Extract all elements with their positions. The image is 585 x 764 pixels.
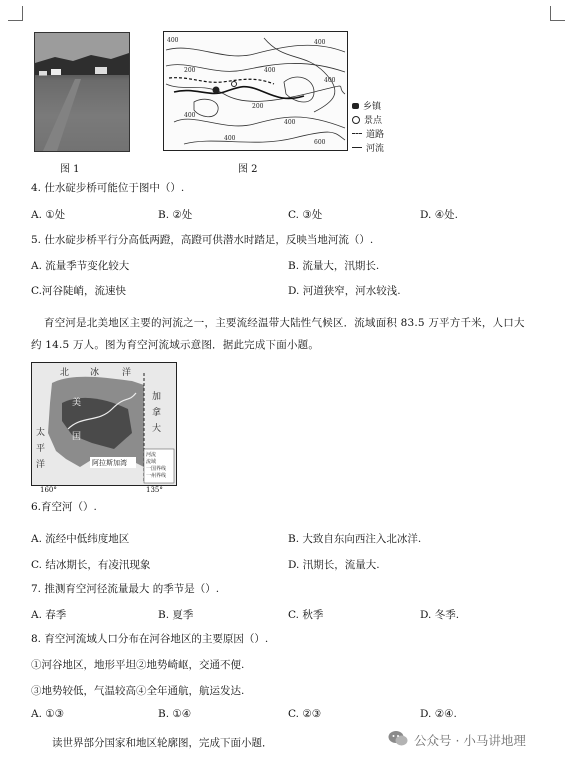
question-6-stem: 6.育空河（）. — [31, 501, 97, 513]
q8-statements-line-2: ③地势较低，气温较高④全年通航，航运发达. — [31, 685, 245, 697]
legend-road: 道路 — [352, 127, 384, 140]
contour-label-5: 400 — [324, 77, 336, 84]
q8-option-c[interactable]: C. ②③ — [288, 708, 322, 720]
yukon-intro-line-1: 育空河是北美地区主要的河流之一，主要流经温带大陆性气候区．流域面积 83.5 万平方千米，人口大 — [44, 317, 525, 329]
question-5-stem: 5. 仕水碇步桥平行分高低两蹬，高蹬可供潜水时踏足，反映当地河流（）. — [31, 234, 374, 246]
map-legend-national-border: 一国界线 — [146, 466, 167, 472]
legend-spot: 景点 — [352, 113, 384, 126]
yukon-intro-line-2: 约 14.5 万人。图为育空河流域示意图．据此完成下面小题。 — [31, 339, 320, 351]
contour-label-10: 600 — [314, 139, 326, 146]
legend-river: 河流 — [352, 141, 384, 154]
wechat-watermark — [388, 730, 526, 750]
corner-mark-right — [550, 6, 565, 21]
contour-label-4: 400 — [264, 67, 276, 74]
q6-option-a[interactable]: A. 流经中低纬度地区 — [31, 533, 130, 545]
town-icon — [352, 103, 359, 109]
map-label-canada-3: 大 — [152, 424, 162, 434]
map-label-ice: 冰 — [90, 368, 100, 378]
q6-option-d[interactable]: D. 汛期长，流量大. — [288, 559, 380, 571]
yukon-basin-map — [31, 362, 177, 486]
q4-option-c[interactable]: C. ③处 — [288, 209, 323, 221]
q7-option-b[interactable]: B. 夏季 — [158, 609, 194, 621]
map-label-canada-2: 拿 — [152, 408, 162, 418]
map-tick-160: 160° — [40, 486, 57, 494]
yukon-map-drawing — [32, 363, 176, 485]
question-7-stem: 7. 推测育空河径流量最大 的季节是（）. — [31, 583, 220, 595]
map-legend-state-border: 一州界线 — [146, 473, 167, 479]
map-label-ocean: 洋 — [122, 368, 132, 378]
map-label-us-1: 美 — [72, 398, 82, 408]
q4-option-b[interactable]: B. ②处 — [158, 209, 193, 221]
map-label-gulf: 阿拉斯加湾 — [92, 459, 127, 467]
q7-option-c[interactable]: C. 秋季 — [288, 609, 324, 621]
map-tick-135: 135° — [146, 486, 163, 494]
figure-2-legend — [352, 99, 384, 154]
contour-label-6: 400 — [184, 112, 196, 119]
figure-2-contour-map — [163, 31, 348, 151]
contour-label-9: 400 — [224, 135, 236, 142]
contour-label-3: 200 — [184, 67, 196, 74]
contour-label-8: 400 — [284, 119, 296, 126]
map-label-north: 北 — [60, 368, 70, 378]
map-label-pacific-2: 平 — [36, 444, 46, 454]
wechat-icon — [388, 730, 408, 750]
map-label-us-2: 国 — [72, 432, 82, 442]
q4-option-d[interactable]: D. ④处. — [420, 209, 458, 221]
q8-statements-line-1: ①河谷地区，地形平坦②地势崎岖，交通不便. — [31, 659, 245, 671]
figure-2-caption: 图 2 — [238, 164, 258, 175]
contour-lines — [164, 32, 347, 150]
q7-option-d[interactable]: D. 冬季. — [420, 609, 460, 621]
contour-label-2: 400 — [314, 39, 326, 46]
q8-option-b[interactable]: B. ①④ — [158, 708, 192, 720]
q4-option-a[interactable]: A. ①处 — [31, 209, 66, 221]
question-4-stem: 4. 仕水碇步桥可能位于图中（）. — [31, 182, 185, 194]
next-section-instruction: 读世界部分国家和地区轮廓图，完成下面小题． — [52, 737, 273, 749]
river-icon — [352, 147, 362, 148]
q7-option-a[interactable]: A. 春季 — [31, 609, 67, 621]
q5-option-c[interactable]: C.河谷陡峭，流速快 — [31, 285, 126, 297]
contour-label-7: 200 — [252, 103, 264, 110]
road-icon — [352, 133, 362, 134]
photo-scene — [35, 33, 129, 151]
q5-option-b[interactable]: B. 流量大，汛期长. — [288, 260, 380, 272]
legend-town: 乡镇 — [352, 99, 384, 112]
map-label-canada-1: 加 — [152, 392, 162, 402]
map-label-pacific-1: 太 — [36, 428, 46, 438]
scenic-spot-icon — [352, 116, 360, 124]
corner-mark-left — [8, 6, 23, 21]
q6-option-c[interactable]: C. 结冰期长，有凌汛现象 — [31, 559, 151, 571]
figure-1-photo — [34, 32, 130, 152]
watermark-text: 公众号 · 小马讲地理 — [414, 733, 526, 748]
map-legend-basin: 流域 — [146, 459, 157, 465]
q8-option-d[interactable]: D. ②④. — [420, 708, 457, 720]
figure-1-caption: 图 1 — [60, 164, 80, 175]
q5-option-d[interactable]: D. 河道狭窄，河水较浅. — [288, 285, 401, 297]
map-label-pacific-3: 洋 — [36, 460, 46, 470]
q6-option-b[interactable]: B. 大致自东向西注入北冰洋. — [288, 533, 422, 545]
question-8-stem: 8. 育空河流域人口分布在河谷地区的主要原因（）. — [31, 633, 269, 645]
q5-option-a[interactable]: A. 流量季节变化较大 — [31, 260, 130, 272]
contour-label-1: 400 — [167, 37, 179, 44]
map-legend-river: 河流 — [146, 452, 157, 458]
q8-option-a[interactable]: A. ①③ — [31, 708, 65, 720]
